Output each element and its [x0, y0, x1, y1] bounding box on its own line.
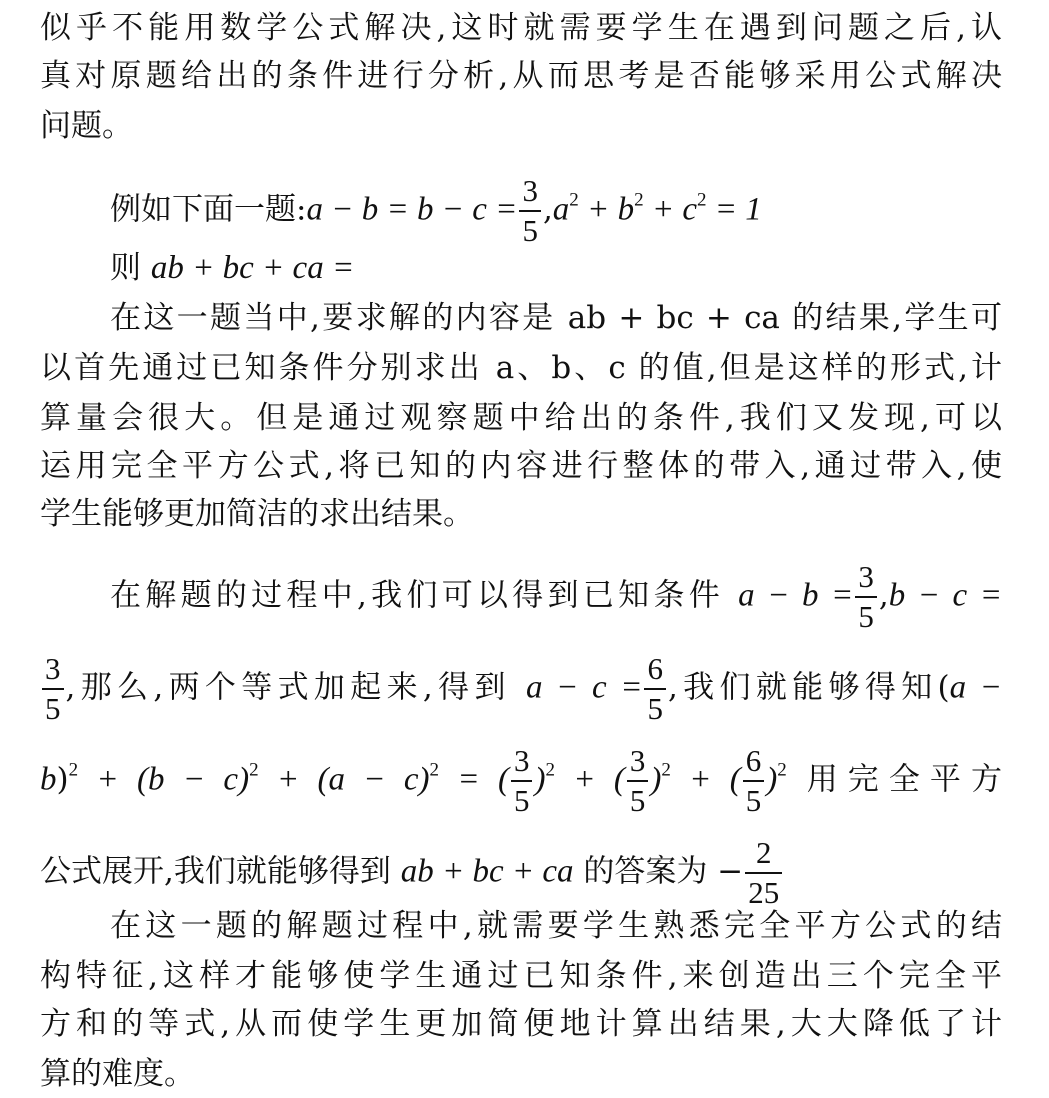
fraction — [519, 172, 541, 250]
superscript: 2 — [777, 759, 787, 781]
text-run: 则 — [110, 250, 151, 286]
superscript: 2 — [249, 759, 259, 781]
text-run: 用完全平方 — [786, 761, 1002, 798]
text-run: 在解题的过程中,我们可以得到已知条件 — [110, 577, 739, 614]
fraction — [627, 742, 649, 820]
text-run: ) — [56, 761, 69, 798]
paragraph-line — [40, 494, 1002, 534]
denominator: 5 — [629, 783, 646, 818]
text-run: 算的难度。 — [40, 1056, 195, 1092]
paragraph-line — [40, 56, 1002, 96]
paragraph-line — [110, 558, 1002, 636]
paragraph-line — [40, 398, 1002, 438]
numerator: 6 — [743, 742, 765, 782]
text-run: 在这一题当中,要求解的内容是 ab + bc + ca 的结果,学生可 — [110, 300, 1002, 336]
paragraph-line — [110, 172, 1002, 250]
paragraph-line — [110, 906, 1002, 946]
text-run: 运用完全平方公式,将已知的内容进行整体的带入,通过带入,使 — [40, 448, 1002, 484]
fraction — [644, 650, 666, 728]
paragraph-line — [40, 348, 1002, 388]
paragraph-line — [40, 446, 1002, 486]
math-expression: a − c = — [526, 669, 643, 706]
math-expression: + (b − c) — [78, 761, 250, 798]
superscript: 2 — [429, 759, 440, 781]
text-run: 的答案为 − — [573, 853, 744, 890]
paragraph-line — [40, 742, 1002, 820]
numerator: 2 — [745, 834, 782, 874]
text-run: 构特征,这样才能够使学生通过已知条件,来创造出三个完全平 — [40, 958, 1002, 994]
denominator: 5 — [45, 691, 61, 726]
paragraph-line — [40, 650, 1002, 728]
paragraph-line — [40, 956, 1002, 996]
denominator: 5 — [513, 783, 530, 818]
text-run: 算量会很大。但是通过观察题中给出的条件,我们又发现,可以 — [40, 400, 1002, 436]
denominator: 5 — [647, 691, 663, 726]
superscript: 2 — [634, 189, 644, 211]
numerator: 3 — [511, 742, 533, 782]
math-expression: + ( — [554, 761, 625, 798]
paragraph-line — [40, 8, 1002, 48]
math-expression: b — [40, 761, 57, 798]
math-expression: ab + bc + ca = — [150, 250, 355, 286]
text-run: ,那么,两个等式加起来,得到 — [65, 669, 527, 706]
text-run: 问题。 — [40, 108, 133, 144]
paragraph-line — [40, 1004, 1002, 1044]
superscript: 2 — [545, 759, 555, 781]
fraction — [743, 742, 765, 820]
superscript: 2 — [569, 189, 579, 211]
numerator: 3 — [627, 742, 649, 782]
fraction — [855, 558, 877, 636]
text-run: 学生能够更加简洁的求出结果。 — [40, 496, 474, 532]
text-run: , — [542, 191, 553, 228]
numerator: 3 — [42, 650, 64, 690]
math-expression: a − b = — [738, 577, 854, 614]
text-run: 在这一题的解题过程中,就需要学生熟悉完全平方公式的结 — [110, 908, 1002, 944]
math-expression: a − — [949, 669, 1002, 706]
paragraph-line — [40, 1054, 1002, 1094]
math-expression: + ( — [670, 761, 741, 798]
fraction — [511, 742, 533, 820]
paragraph-line — [110, 248, 1002, 288]
fraction — [42, 650, 64, 728]
text-run: , — [878, 577, 889, 614]
denominator: 5 — [858, 599, 874, 634]
text-run: 真对原题给出的条件进行分析,从而思考是否能够采用公式解决 — [40, 58, 1002, 94]
math-expression: + (a − c) — [258, 761, 430, 798]
math-expression: = 1 — [706, 191, 762, 228]
text-run: 方和的等式,从而使学生更加简便地计算出结果,大大降低了计 — [40, 1006, 1002, 1042]
denominator: 5 — [522, 213, 538, 248]
denominator: 25 — [748, 875, 780, 910]
math-expression: ) — [650, 761, 662, 798]
paragraph-line — [40, 106, 1002, 146]
text-run: ,我们就能够得知( — [667, 669, 950, 706]
math-expression: a — [552, 191, 570, 228]
text-run: 以首先通过已知条件分别求出 a、b、c 的值,但是这样的形式,计 — [40, 350, 1002, 386]
paragraph-line — [40, 834, 1002, 912]
superscript: 2 — [697, 189, 707, 211]
text-run: 例如下面一题: — [110, 191, 307, 228]
math-expression: + c — [643, 191, 697, 228]
fraction — [745, 834, 782, 912]
math-expression: ab + bc + ca — [400, 853, 574, 890]
math-expression: a − b = b − c = — [306, 191, 518, 228]
paragraph-line — [110, 298, 1002, 338]
superscript: 2 — [68, 759, 79, 781]
superscript: 2 — [661, 759, 671, 781]
math-expression: b − c = — [888, 577, 1002, 614]
text-run: 似乎不能用数学公式解决,这时就需要学生在遇到问题之后,认 — [40, 10, 1002, 46]
math-expression: = ( — [439, 761, 509, 798]
math-expression: ) — [766, 761, 778, 798]
numerator: 6 — [644, 650, 666, 690]
numerator: 3 — [855, 558, 877, 598]
text-run: 公式展开,我们就能够得到 — [40, 853, 401, 890]
math-expression: ) — [534, 761, 546, 798]
denominator: 5 — [745, 783, 762, 818]
math-expression: + b — [578, 191, 635, 228]
numerator: 3 — [519, 172, 541, 212]
